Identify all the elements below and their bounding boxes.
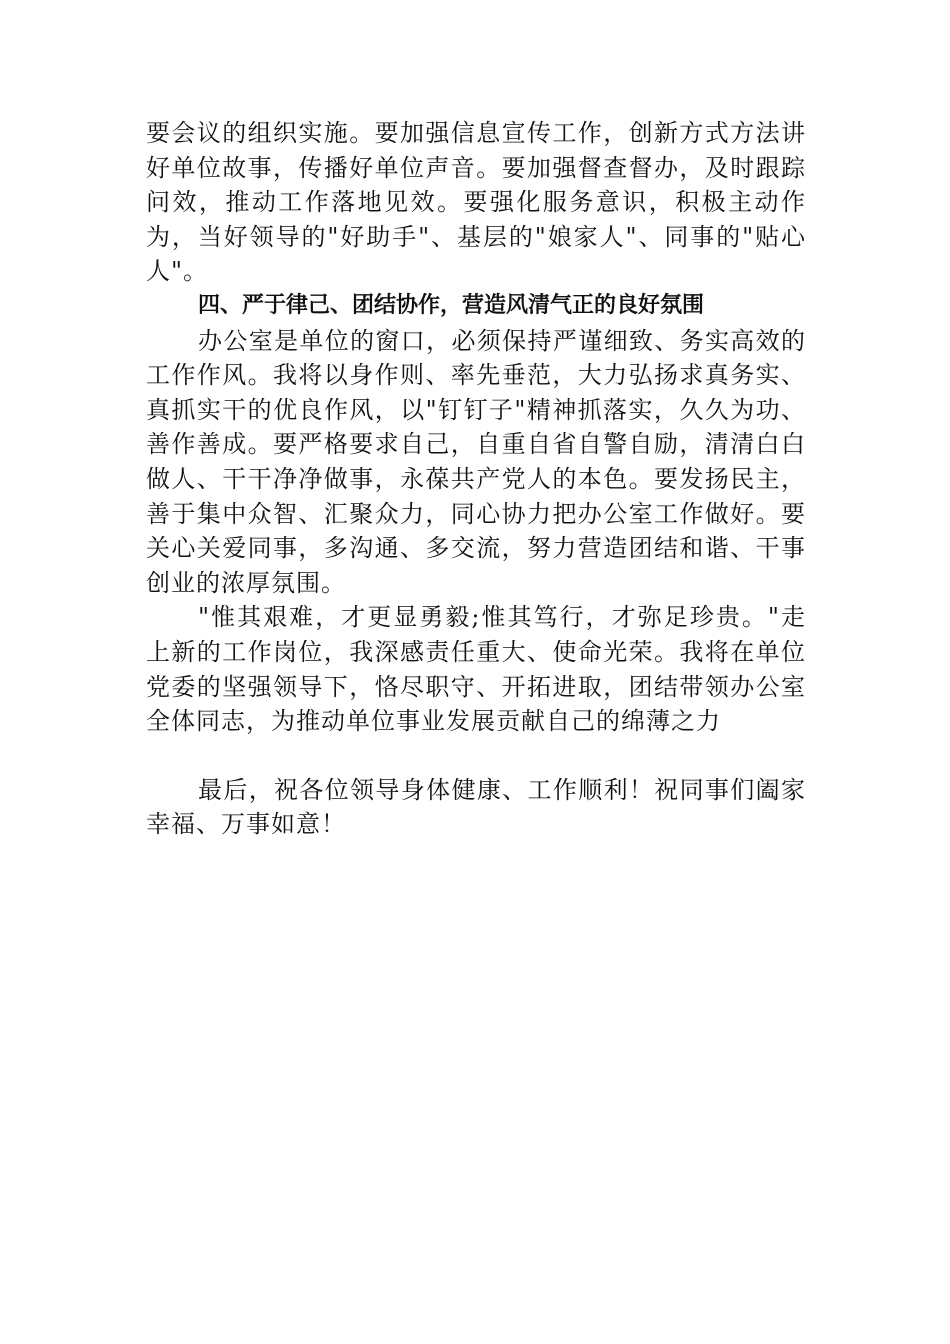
paragraph-spacer [146,739,806,773]
section-heading-four: 四、严于律己、团结协作，营造风清气正的良好氛围 [198,292,705,318]
paragraph-quote-commitment: "惟其艰难，才更显勇毅;惟其笃行，才弥足珍贵。"走上新的工作岗位，我深感责任重大、使命光荣。我将在单位党委的坚强领导下，恪尽职守、开拓进取，团结带领办公室全体同志，为推动单位事业发展贡献自己的绵薄之力 [146,603,806,736]
paragraph-continuation: 要会议的组织实施。要加强信息宣传工作，创新方式方法讲好单位故事，传播好单位声音。要加强督查督办，及时跟踪问效，推动工作落地见效。要强化服务意识，积极主动作为，当好领导的"好助手"、基层的"娘家人"、同事的"贴心人"。 [146,119,806,286]
paragraph-office-style: 办公室是单位的窗口，必须保持严谨细致、务实高效的工作作风。我将以身作则、率先垂范，大力弘扬求真务实、真抓实干的优良作风，以"钉钉子"精神抓落实，久久为功、善作善成。要严格要求自己，自重自省自警自励，清清白白做人、干干净净做事，永葆共产党人的本色。要发扬民主，善于集中众智、汇聚众力，同心协力把办公室工作做好。要关心关爱同事，多沟通、多交流，努力营造团结和谐、干事创业的浓厚氛围。 [146,326,806,597]
document-body [146,116,806,842]
paragraph-closing-wishes: 最后，祝各位领导身体健康、工作顺利！祝同事们阖家幸福、万事如意！ [146,775,806,839]
